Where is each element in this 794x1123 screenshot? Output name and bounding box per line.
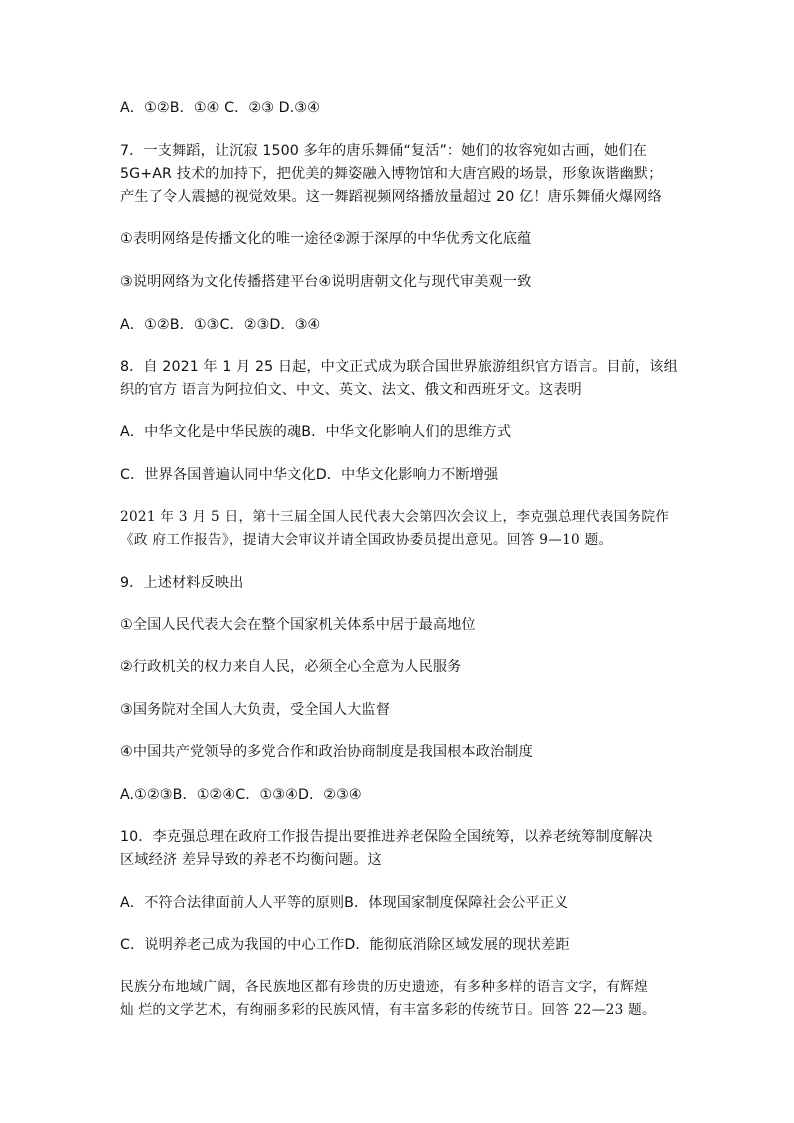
- q10-options-c-d: C．说明养老己成为我国的中心工作D．能彻底消除区域发展的现状差距: [120, 937, 570, 953]
- material-9-10-line-2: 《政 府工作报告》，提请大会审议并请全国政协委员提出意见。回答 9—10 题。: [120, 532, 613, 548]
- q8-stem-line-2: 织的官方 语言为阿拉伯文、中文、英文、法文、俄文和西班牙文。这表明: [120, 382, 582, 398]
- q8-options-a-b: A．中华文化是中华民族的魂B．中华文化影响人们的思维方式: [120, 424, 512, 440]
- q9-options: A.①②③B．①②④C．①③④D．②③④: [120, 787, 362, 803]
- q6-options: A．①②B．①④ C．②③ D.③④: [120, 100, 320, 116]
- q8-stem-line-1: 8．自 2021 年 1 月 25 日起，中文正式成为联合国世界旅游组织官方语言。目前，该组: [120, 359, 678, 375]
- q9-statement-4: ④中国共产党领导的多党合作和政治协商制度是我国根本政治制度: [120, 744, 533, 760]
- q9-statement-2: ②行政机关的权力来自人民，必须全心全意为人民服务: [120, 659, 462, 675]
- material-22-23-line-1: 民族分布地域广阔，各民族地区都有珍贵的历史遗迹，有多种多样的语言文字，有辉煌: [120, 979, 648, 995]
- q7-stem-line-3: 产生了令人震撼的视觉效果。这一舞蹈视频网络播放量超过 20 亿！唐乐舞俑火爆网络: [120, 189, 662, 205]
- q9-statement-3: ③国务院对全国人大负责，受全国人大监督: [120, 702, 390, 718]
- q7-stem-line-2: 5G+AR 技术的加持下，把优美的舞姿融入博物馆和大唐宫殿的场景，形象诙谐幽默；: [120, 166, 663, 182]
- q7-options: A．①②B．①③C．②③D．③④: [120, 317, 321, 333]
- q7-statement-1-2: ①表明网络是传播文化的唯一途径②源于深厚的中华优秀文化底蕴: [120, 231, 532, 247]
- q9-stem: 9．上述材料反映出: [120, 575, 244, 591]
- q7-statement-3-4: ③说明网络为文化传播搭建平台④说明唐朝文化与现代审美观一致: [120, 274, 532, 290]
- material-22-23-line-2: 灿 烂的文学艺术，有绚丽多彩的民族风情，有丰富多彩的传统节日。回答 22—23 题。: [120, 1002, 656, 1018]
- q10-options-a-b: A．不符合法律面前人人平等的原则B．体现国家制度保障社会公平正义: [120, 895, 569, 911]
- q7-stem-line-1: 7．一支舞蹈，让沉寂 1500 多年的唐乐舞俑“复活”：她们的妆容宛如古画，她们在: [120, 143, 647, 159]
- q8-options-c-d: C．世界各国普遍认同中华文化D．中华文化影响力不断增强: [120, 467, 499, 483]
- q10-stem-line-1: 10．李克强总理在政府工作报告提出要推进养老保险全国统筹，以养老统筹制度解决: [120, 829, 653, 845]
- q10-stem-line-2: 区域经济 差异导致的养老不均衡问题。这: [120, 852, 382, 868]
- q9-statement-1: ①全国人民代表大会在整个国家机关体系中居于最高地位: [120, 617, 476, 633]
- material-9-10-line-1: 2021 年 3 月 5 日，第十三届全国人民代表大会第四次会议上，李克强总理代表国务院作: [120, 509, 670, 525]
